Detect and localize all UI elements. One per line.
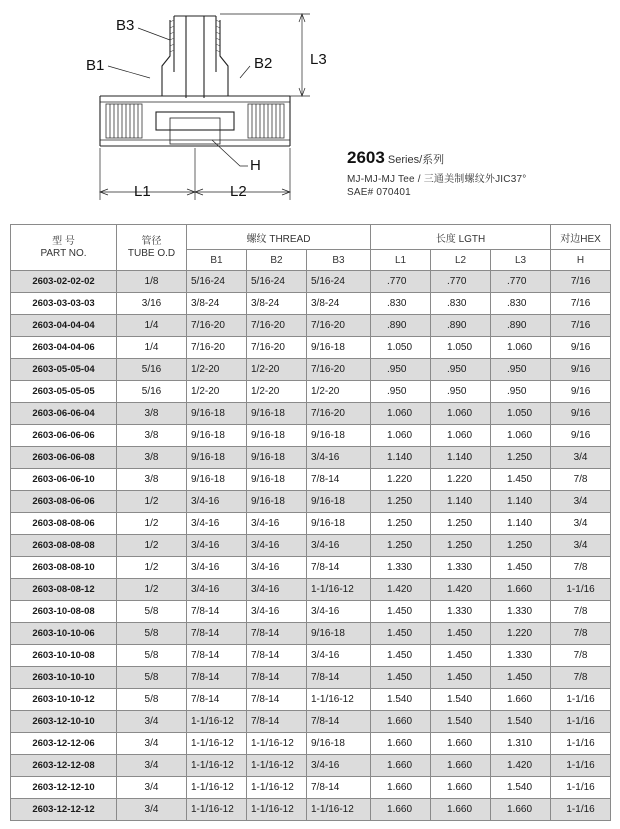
cell-b2: 7/8-14	[247, 645, 307, 667]
cell-hex: 9/16	[551, 359, 611, 381]
cell-l1: 1.660	[371, 777, 431, 799]
cell-b3: 3/4-16	[307, 535, 371, 557]
cell-b1: 1-1/16-12	[187, 799, 247, 821]
cell-hex: 9/16	[551, 381, 611, 403]
cell-l3: 1.250	[491, 535, 551, 557]
cell-b1: 7/8-14	[187, 645, 247, 667]
cell-tube-od: 3/16	[117, 293, 187, 315]
sae-number: SAE# 070401	[347, 187, 411, 198]
cell-l1: 1.220	[371, 469, 431, 491]
cell-tube-od: 1/2	[117, 491, 187, 513]
cell-b2: 1/2-20	[247, 381, 307, 403]
cell-b3: 1/2-20	[307, 381, 371, 403]
table-row	[11, 733, 611, 755]
col-length-group: 长度 LGTH	[371, 225, 551, 250]
cell-l3: 1.060	[491, 425, 551, 447]
col-h: H	[551, 250, 611, 271]
cell-l1: 1.140	[371, 447, 431, 469]
cell-hex: 1-1/16	[551, 711, 611, 733]
cell-b1: 7/8-14	[187, 689, 247, 711]
cell-part-no: 2603-02-02-02	[11, 271, 117, 293]
cell-b3: 7/16-20	[307, 359, 371, 381]
cell-b1: 1-1/16-12	[187, 777, 247, 799]
cell-b2: 9/16-18	[247, 491, 307, 513]
cell-l3: 1.050	[491, 403, 551, 425]
table-row	[11, 403, 611, 425]
cell-l2: 1.060	[431, 425, 491, 447]
cell-b1: 9/16-18	[187, 425, 247, 447]
cell-l1: .950	[371, 381, 431, 403]
cell-l2: .770	[431, 271, 491, 293]
cell-b3: 9/16-18	[307, 733, 371, 755]
cell-l3: .890	[491, 315, 551, 337]
table-row	[11, 689, 611, 711]
top-branch-outline	[174, 16, 216, 72]
cell-hex: 7/8	[551, 469, 611, 491]
cell-tube-od: 5/8	[117, 667, 187, 689]
cell-hex: 9/16	[551, 425, 611, 447]
cell-b3: 3/8-24	[307, 293, 371, 315]
cell-tube-od: 1/2	[117, 535, 187, 557]
cell-tube-od: 1/2	[117, 557, 187, 579]
col-tube-od	[117, 225, 187, 271]
cell-b2: 3/4-16	[247, 513, 307, 535]
cell-b2: 3/8-24	[247, 293, 307, 315]
cell-l2: 1.250	[431, 513, 491, 535]
col-part-cn: 型 号	[52, 235, 75, 247]
cell-b2: 9/16-18	[247, 425, 307, 447]
cell-hex: 1-1/16	[551, 755, 611, 777]
label-b1: B1	[86, 57, 105, 74]
cell-tube-od: 1/2	[117, 513, 187, 535]
cell-l3: 1.250	[491, 447, 551, 469]
cell-b2: 3/4-16	[247, 579, 307, 601]
table-row	[11, 447, 611, 469]
cell-tube-od: 3/4	[117, 799, 187, 821]
cell-b1: 1-1/16-12	[187, 711, 247, 733]
cell-l1: .890	[371, 315, 431, 337]
cell-b3: 9/16-18	[307, 513, 371, 535]
cell-hex: 7/8	[551, 557, 611, 579]
cell-b1: 9/16-18	[187, 403, 247, 425]
cell-b1: 3/4-16	[187, 557, 247, 579]
cell-part-no: 2603-05-05-04	[11, 359, 117, 381]
cell-hex: 3/4	[551, 535, 611, 557]
cell-l3: 1.330	[491, 645, 551, 667]
cell-l1: 1.330	[371, 557, 431, 579]
series-code: 2603	[347, 148, 385, 167]
col-l1: L1	[371, 250, 431, 271]
label-l3: L3	[310, 51, 327, 68]
cell-l3: 1.540	[491, 711, 551, 733]
cell-l1: 1.660	[371, 799, 431, 821]
cell-hex: 7/8	[551, 645, 611, 667]
cell-l2: 1.540	[431, 689, 491, 711]
cell-l2: 1.140	[431, 491, 491, 513]
cell-l1: .830	[371, 293, 431, 315]
cell-part-no: 2603-12-12-12	[11, 799, 117, 821]
cell-part-no: 2603-04-04-04	[11, 315, 117, 337]
cell-l1: 1.540	[371, 689, 431, 711]
cell-hex: 7/8	[551, 601, 611, 623]
cell-b2: 5/16-24	[247, 271, 307, 293]
top-thread-hatch	[170, 20, 220, 52]
cell-l2: .830	[431, 293, 491, 315]
cell-tube-od: 1/4	[117, 315, 187, 337]
cell-l3: .770	[491, 271, 551, 293]
cell-hex: 3/4	[551, 513, 611, 535]
cell-part-no: 2603-12-12-06	[11, 733, 117, 755]
cell-l1: 1.250	[371, 491, 431, 513]
cell-b3: 7/8-14	[307, 711, 371, 733]
spec-table	[10, 224, 611, 821]
table-row	[11, 469, 611, 491]
label-h: H	[250, 157, 261, 174]
cell-b1: 1-1/16-12	[187, 755, 247, 777]
table-row	[11, 777, 611, 799]
cell-b2: 3/4-16	[247, 601, 307, 623]
cell-l2: 1.330	[431, 557, 491, 579]
series-description: MJ-MJ-MJ Tee / 三通美制螺纹外JIC37°	[347, 174, 527, 185]
cell-hex: 9/16	[551, 337, 611, 359]
cell-l3: 1.660	[491, 579, 551, 601]
cell-part-no: 2603-10-10-08	[11, 645, 117, 667]
cell-b3: 1-1/16-12	[307, 799, 371, 821]
cell-l1: 1.060	[371, 425, 431, 447]
cell-b1: 1-1/16-12	[187, 733, 247, 755]
table-row	[11, 271, 611, 293]
cell-part-no: 2603-10-10-06	[11, 623, 117, 645]
cell-part-no: 2603-05-05-05	[11, 381, 117, 403]
cell-l3: 1.660	[491, 799, 551, 821]
cell-l2: 1.060	[431, 403, 491, 425]
cell-l1: .770	[371, 271, 431, 293]
series-caption	[347, 148, 526, 198]
cell-tube-od: 1/8	[117, 271, 187, 293]
cell-hex: 7/8	[551, 667, 611, 689]
cell-l2: 1.420	[431, 579, 491, 601]
cell-l1: 1.420	[371, 579, 431, 601]
cell-l3: 1.330	[491, 601, 551, 623]
table-row	[11, 381, 611, 403]
cell-tube-od: 5/8	[117, 601, 187, 623]
cell-b3: 7/8-14	[307, 777, 371, 799]
cell-b1: 3/4-16	[187, 491, 247, 513]
cell-l2: .890	[431, 315, 491, 337]
cell-hex: 7/16	[551, 293, 611, 315]
cell-b1: 5/16-24	[187, 271, 247, 293]
cell-b2: 7/8-14	[247, 711, 307, 733]
cell-hex: 9/16	[551, 403, 611, 425]
cell-l1: 1.660	[371, 711, 431, 733]
cell-part-no: 2603-12-12-10	[11, 777, 117, 799]
cell-l2: 1.540	[431, 711, 491, 733]
cell-b3: 7/16-20	[307, 315, 371, 337]
cell-l3: 1.140	[491, 491, 551, 513]
cell-tube-od: 5/8	[117, 689, 187, 711]
table-row	[11, 755, 611, 777]
col-thread-group: 螺纹 THREAD	[187, 225, 371, 250]
table-row	[11, 425, 611, 447]
cell-b3: 7/8-14	[307, 667, 371, 689]
cell-hex: 3/4	[551, 447, 611, 469]
cell-hex: 1-1/16	[551, 777, 611, 799]
cell-b3: 7/8-14	[307, 469, 371, 491]
cell-b3: 1-1/16-12	[307, 579, 371, 601]
cell-tube-od: 1/4	[117, 337, 187, 359]
cell-b3: 9/16-18	[307, 491, 371, 513]
cell-b1: 1/2-20	[187, 381, 247, 403]
cell-tube-od: 5/16	[117, 381, 187, 403]
table-row	[11, 293, 611, 315]
cell-part-no: 2603-08-08-06	[11, 513, 117, 535]
left-thread	[106, 104, 142, 138]
table-row	[11, 601, 611, 623]
cell-b1: 9/16-18	[187, 447, 247, 469]
b2-leader	[240, 66, 250, 78]
tee-fitting-drawing	[70, 0, 330, 210]
cell-part-no: 2603-06-06-06	[11, 425, 117, 447]
cell-b2: 1-1/16-12	[247, 777, 307, 799]
cell-part-no: 2603-08-08-12	[11, 579, 117, 601]
cell-l2: .950	[431, 359, 491, 381]
col-od-en: TUBE O.D	[127, 247, 176, 259]
label-l1: L1	[134, 183, 151, 200]
cell-b1: 3/4-16	[187, 579, 247, 601]
cell-b2: 1/2-20	[247, 359, 307, 381]
cell-b2: 9/16-18	[247, 447, 307, 469]
cell-hex: 1-1/16	[551, 799, 611, 821]
cell-l2: 1.450	[431, 623, 491, 645]
cell-l3: 1.540	[491, 777, 551, 799]
cell-part-no: 2603-10-10-12	[11, 689, 117, 711]
cell-b3: 9/16-18	[307, 425, 371, 447]
cell-b3: 3/4-16	[307, 447, 371, 469]
cell-l1: 1.060	[371, 403, 431, 425]
cell-part-no: 2603-06-06-08	[11, 447, 117, 469]
cell-tube-od: 3/8	[117, 469, 187, 491]
table-row	[11, 359, 611, 381]
cell-l1: 1.050	[371, 337, 431, 359]
table-row	[11, 491, 611, 513]
cell-b3: 3/4-16	[307, 755, 371, 777]
cell-l2: 1.050	[431, 337, 491, 359]
cell-l3: 1.220	[491, 623, 551, 645]
cell-l2: 1.450	[431, 667, 491, 689]
cell-b2: 1-1/16-12	[247, 733, 307, 755]
col-b2: B2	[247, 250, 307, 271]
cell-l2: 1.450	[431, 645, 491, 667]
cell-part-no: 2603-10-10-10	[11, 667, 117, 689]
cell-l2: 1.330	[431, 601, 491, 623]
cell-l3: 1.660	[491, 689, 551, 711]
col-b1: B1	[187, 250, 247, 271]
cell-b2: 7/8-14	[247, 667, 307, 689]
cell-b2: 3/4-16	[247, 557, 307, 579]
cell-l2: 1.660	[431, 799, 491, 821]
table-row	[11, 315, 611, 337]
cell-part-no: 2603-04-04-06	[11, 337, 117, 359]
label-b2: B2	[254, 55, 273, 72]
cell-l1: 1.450	[371, 667, 431, 689]
cell-l3: 1.140	[491, 513, 551, 535]
table-row	[11, 799, 611, 821]
cell-l3: 1.060	[491, 337, 551, 359]
cell-l3: .950	[491, 359, 551, 381]
cell-tube-od: 3/4	[117, 777, 187, 799]
right-thread	[248, 104, 284, 138]
table-row	[11, 711, 611, 733]
cell-b2: 1-1/16-12	[247, 799, 307, 821]
cell-b1: 3/4-16	[187, 513, 247, 535]
cell-l1: 1.450	[371, 601, 431, 623]
table-row	[11, 667, 611, 689]
main-body-outline	[100, 96, 290, 146]
center-bore	[156, 112, 234, 130]
cell-hex: 1-1/16	[551, 689, 611, 711]
cell-hex: 7/16	[551, 315, 611, 337]
series-word: Series/系列	[384, 154, 445, 166]
table-row	[11, 513, 611, 535]
table-row	[11, 645, 611, 667]
cell-l2: 1.660	[431, 777, 491, 799]
cell-l1: 1.250	[371, 513, 431, 535]
table-row	[11, 579, 611, 601]
top-bore	[186, 16, 204, 98]
cell-b3: 3/4-16	[307, 645, 371, 667]
cell-b1: 7/16-20	[187, 337, 247, 359]
cell-l2: 1.660	[431, 733, 491, 755]
cell-b2: 1-1/16-12	[247, 755, 307, 777]
cell-b3: 1-1/16-12	[307, 689, 371, 711]
cell-l1: .950	[371, 359, 431, 381]
cell-hex: 1-1/16	[551, 579, 611, 601]
cell-hex: 3/4	[551, 491, 611, 513]
col-part-en: PART NO.	[40, 247, 87, 259]
cell-b1: 1/2-20	[187, 359, 247, 381]
table-row	[11, 557, 611, 579]
cell-part-no: 2603-03-03-03	[11, 293, 117, 315]
cell-tube-od: 5/8	[117, 623, 187, 645]
cell-l3: .830	[491, 293, 551, 315]
cell-b3: 7/8-14	[307, 557, 371, 579]
cell-tube-od: 3/4	[117, 755, 187, 777]
cell-l2: 1.220	[431, 469, 491, 491]
cell-b3: 9/16-18	[307, 337, 371, 359]
cell-part-no: 2603-08-08-10	[11, 557, 117, 579]
cell-tube-od: 3/4	[117, 733, 187, 755]
label-l2: L2	[230, 183, 247, 200]
table-row	[11, 337, 611, 359]
cell-b1: 9/16-18	[187, 469, 247, 491]
col-l3: L3	[491, 250, 551, 271]
col-part-no	[11, 225, 117, 271]
cell-tube-od: 3/8	[117, 425, 187, 447]
cell-b1: 3/8-24	[187, 293, 247, 315]
cell-hex: 7/8	[551, 623, 611, 645]
cell-b1: 7/8-14	[187, 667, 247, 689]
cell-part-no: 2603-06-06-04	[11, 403, 117, 425]
cell-b2: 9/16-18	[247, 469, 307, 491]
cell-b1: 7/8-14	[187, 601, 247, 623]
cell-b3: 9/16-18	[307, 623, 371, 645]
cell-l3: .950	[491, 381, 551, 403]
cell-tube-od: 3/8	[117, 447, 187, 469]
cell-l3: 1.450	[491, 667, 551, 689]
cell-l3: 1.450	[491, 557, 551, 579]
cell-l3: 1.310	[491, 733, 551, 755]
cell-l2: 1.140	[431, 447, 491, 469]
cell-l1: 1.450	[371, 645, 431, 667]
cell-b2: 7/16-20	[247, 337, 307, 359]
table-row	[11, 535, 611, 557]
col-b3: B3	[307, 250, 371, 271]
cell-part-no: 2603-12-12-08	[11, 755, 117, 777]
cell-hex: 7/16	[551, 271, 611, 293]
label-b3: B3	[116, 17, 135, 34]
cell-l1: 1.250	[371, 535, 431, 557]
cell-b1: 7/16-20	[187, 315, 247, 337]
cell-b2: 7/16-20	[247, 315, 307, 337]
col-od-cn: 管径	[141, 235, 162, 247]
cell-part-no: 2603-08-08-08	[11, 535, 117, 557]
cell-l3: 1.450	[491, 469, 551, 491]
cell-tube-od: 3/8	[117, 403, 187, 425]
cell-b1: 3/4-16	[187, 535, 247, 557]
spec-table-body	[11, 271, 611, 821]
table-row	[11, 623, 611, 645]
cell-hex: 1-1/16	[551, 733, 611, 755]
col-hex-group: 对边HEX	[551, 225, 611, 250]
cell-b3: 3/4-16	[307, 601, 371, 623]
cell-tube-od: 1/2	[117, 579, 187, 601]
cell-part-no: 2603-12-10-10	[11, 711, 117, 733]
cell-tube-od: 3/4	[117, 711, 187, 733]
cell-b3: 5/16-24	[307, 271, 371, 293]
cell-b1: 7/8-14	[187, 623, 247, 645]
cell-b2: 7/8-14	[247, 623, 307, 645]
col-l2: L2	[431, 250, 491, 271]
cell-l2: 1.250	[431, 535, 491, 557]
cell-b2: 9/16-18	[247, 403, 307, 425]
cell-l1: 1.450	[371, 623, 431, 645]
b3-leader	[138, 28, 170, 40]
cell-l1: 1.660	[371, 733, 431, 755]
cell-b3: 7/16-20	[307, 403, 371, 425]
cell-tube-od: 5/16	[117, 359, 187, 381]
cell-part-no: 2603-10-08-08	[11, 601, 117, 623]
cell-b2: 7/8-14	[247, 689, 307, 711]
cell-b2: 3/4-16	[247, 535, 307, 557]
cell-part-no: 2603-08-06-06	[11, 491, 117, 513]
cell-part-no: 2603-06-06-10	[11, 469, 117, 491]
cell-l2: 1.660	[431, 755, 491, 777]
b1-leader	[108, 66, 150, 78]
cell-tube-od: 5/8	[117, 645, 187, 667]
cell-l3: 1.420	[491, 755, 551, 777]
cell-l2: .950	[431, 381, 491, 403]
cell-l1: 1.660	[371, 755, 431, 777]
